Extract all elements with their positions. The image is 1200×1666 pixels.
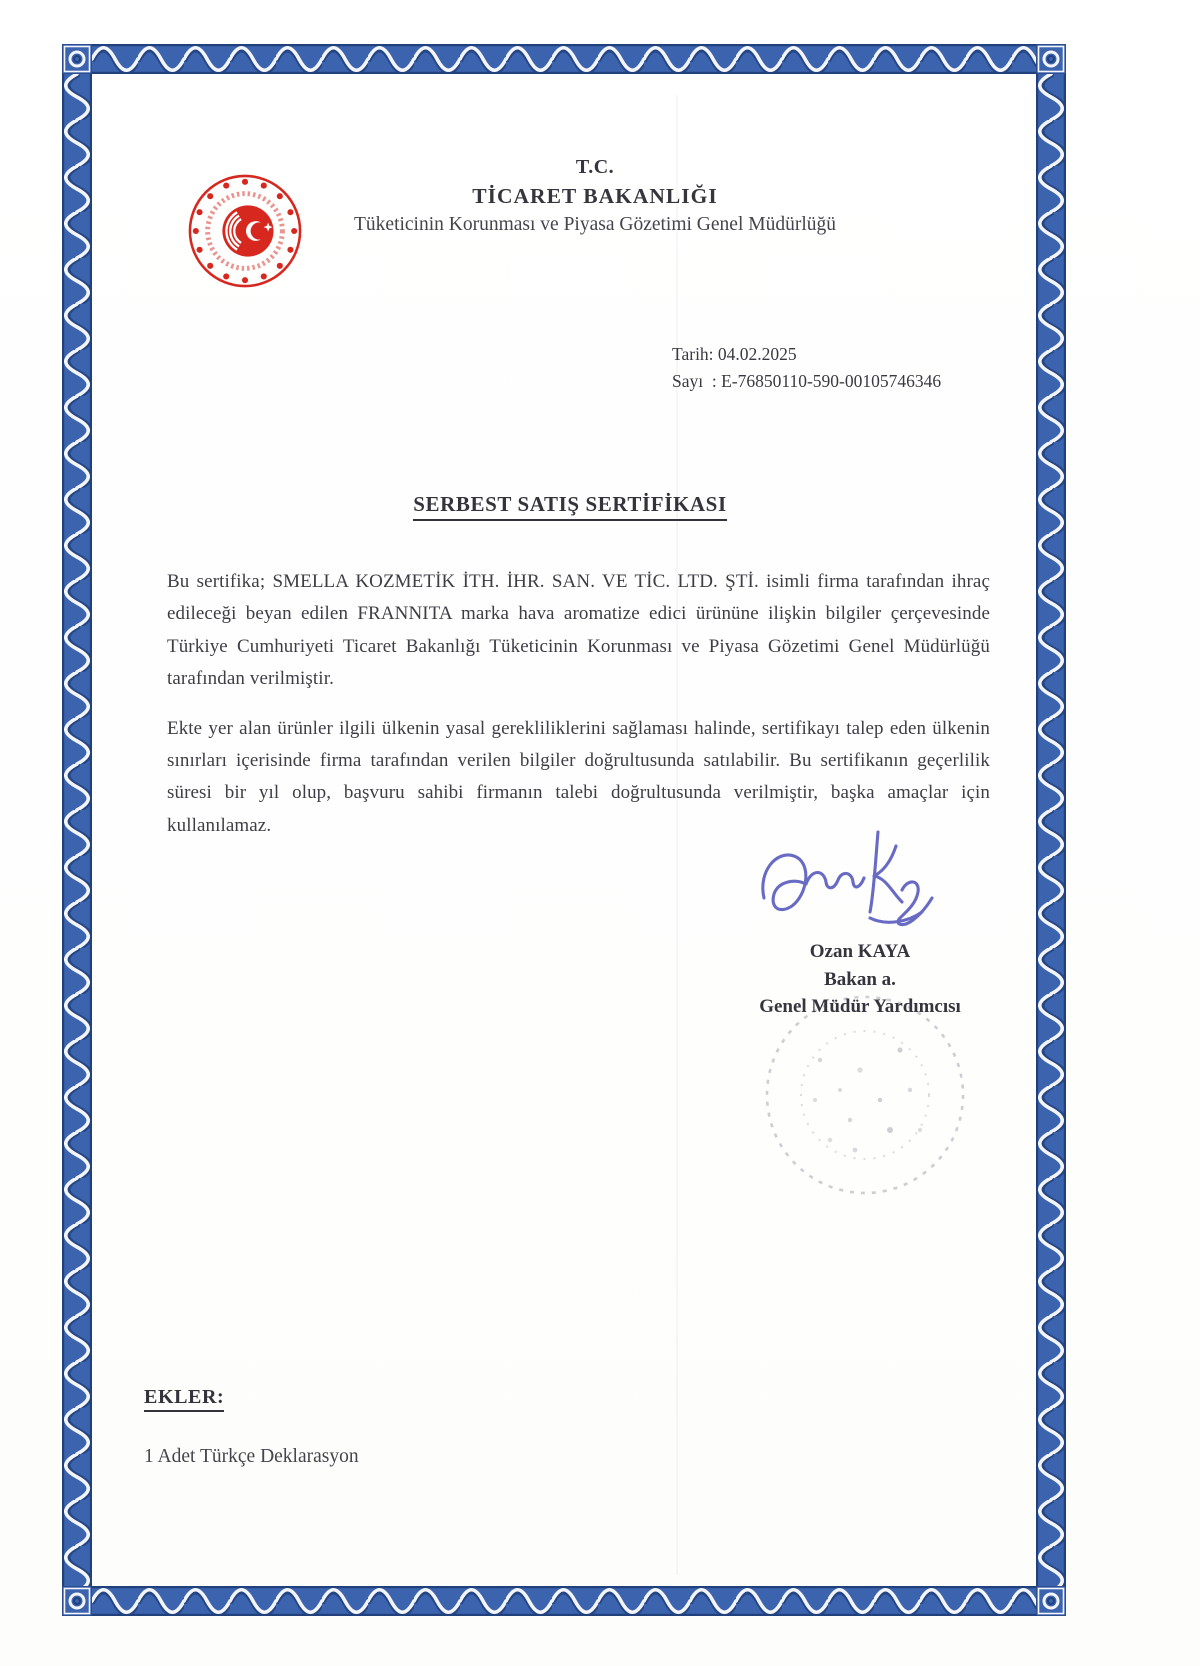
signatory-block (705, 938, 1015, 1021)
attachments-heading: EKLER: (144, 1386, 224, 1412)
certificate-title: SERBEST SATIŞ SERTİFİKASI (413, 492, 726, 521)
ministry-name: TİCARET BAKANLIĞI (472, 184, 718, 208)
signatory-name: Ozan KAYA (809, 941, 911, 962)
border-bottom (92, 1586, 1036, 1616)
letterhead (295, 156, 895, 236)
border-left (62, 74, 92, 1586)
certificate-paragraph: Ekte yer alan ürünler ilgili ülkenin yasal gerekliliklerini sağlaması halinde, sertifikayı talep eden ülkenin sınırları içerisinde firma tarafından verilen bilgiler doğrultusunda satılabilir. Bu sertifikanın geçerlilik süresi bir yıl olup, başvuru sahibi firmanın talebi doğrultusunda verilmiştir, başka amaçlar için kullanılamaz. (167, 717, 990, 836)
directorate-name: Tüketicinin Korunması ve Piyasa Gözetimi Genel Müdürlüğü (354, 214, 836, 235)
border-corner-bl (62, 1586, 92, 1616)
number-value: E-76850110-590-00105746346 (721, 371, 942, 391)
document-meta (672, 341, 941, 395)
certificate-body (167, 566, 990, 842)
date-row (672, 341, 941, 368)
number-label: Sayı : (672, 371, 717, 391)
date-label: Tarih: (672, 344, 714, 364)
handwritten-signature-icon (750, 820, 945, 938)
border-corner-tr (1036, 44, 1066, 74)
certificate-title-row (0, 492, 1140, 521)
number-row (672, 368, 941, 395)
border-corner-br (1036, 1586, 1066, 1616)
attachments-heading-row (144, 1386, 224, 1412)
border-top (92, 44, 1036, 74)
attachment-item: 1 Adet Türkçe Deklarasyon (144, 1446, 359, 1467)
ministry-of-trade-emblem-icon (186, 172, 304, 290)
certificate-paragraph: Bu sertifika; SMELLA KOZMETİK İTH. İHR. SAN. VE TİC. LTD. ŞTİ. isimli firma tarafından ihraç edileceği beyan edilen FRANNITA marka hava aromatize edici ürününe ilişkin bilgiler çerçevesinde Türkiye Cumhuriyeti Ticaret Bakanlığı Tüketicinin Korunması ve Piyasa Gözetimi Genel Müdürlüğü tarafından verilmiştir. (167, 571, 990, 690)
signatory-capacity: Bakan a. (824, 968, 896, 990)
republic-abbrev: T.C. (575, 156, 615, 178)
date-value: 04.02.2025 (717, 344, 797, 364)
border-corner-tl (62, 44, 92, 74)
border-right (1036, 74, 1066, 1586)
signatory-title: Genel Müdür Yardımcısı (759, 996, 961, 1017)
